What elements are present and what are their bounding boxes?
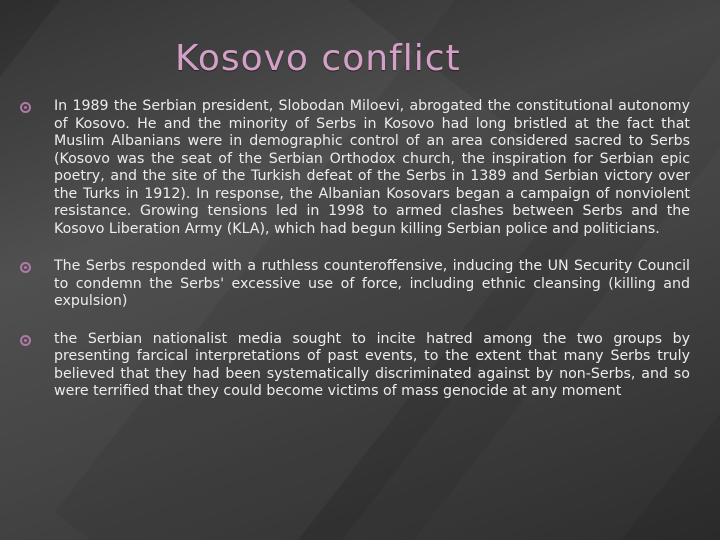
bullet-text: the Serbian nationalist media sought to incite hatred among the two groups by presenting farcical interpretations of past events, to the extent that many Serbs truly believed that they had been systematically discriminated against by non-Serbs, and so were terrified that they could become victims of mass genocide at any moment <box>54 330 690 399</box>
bullet-circle-icon <box>20 102 31 113</box>
bullet-text: In 1989 the Serbian president, Slobodan Miloevi, abrogated the constitutional autonomy of Kosovo. He and the minority of Serbs in Kosovo had long bristled at the fact that Muslim Albanians were in demographic control of an area considered sacred to Serbs (Kosovo was the seat of the Serbian Orthodox church, the inspiration for Serbian epic poetry, and the site of the Turkish defeat of the Serbs in 1389 and Serbian victory over the Turks in 1912). In response, the Albanian Kosovars began a campaign of nonviolent resistance. Growing tensions led in 1998 to armed clashes between Serbs and the Kosovo Liberation Army (KLA), which had begun killing Serbian police and politicians. <box>54 98 690 237</box>
bullet-item <box>20 331 690 401</box>
bullet-item <box>20 258 690 311</box>
slide-title: Kosovo conflict <box>175 38 461 79</box>
bullet-item <box>20 98 690 238</box>
bullet-list <box>20 98 690 421</box>
bullet-circle-icon <box>20 262 31 273</box>
bullet-text: The Serbs responded with a ruthless counteroffensive, inducing the UN Security Council to condemn the Serbs' excessive use of force, including ethnic cleansing (killing and expulsion) <box>54 258 690 309</box>
bullet-circle-icon <box>20 335 31 346</box>
